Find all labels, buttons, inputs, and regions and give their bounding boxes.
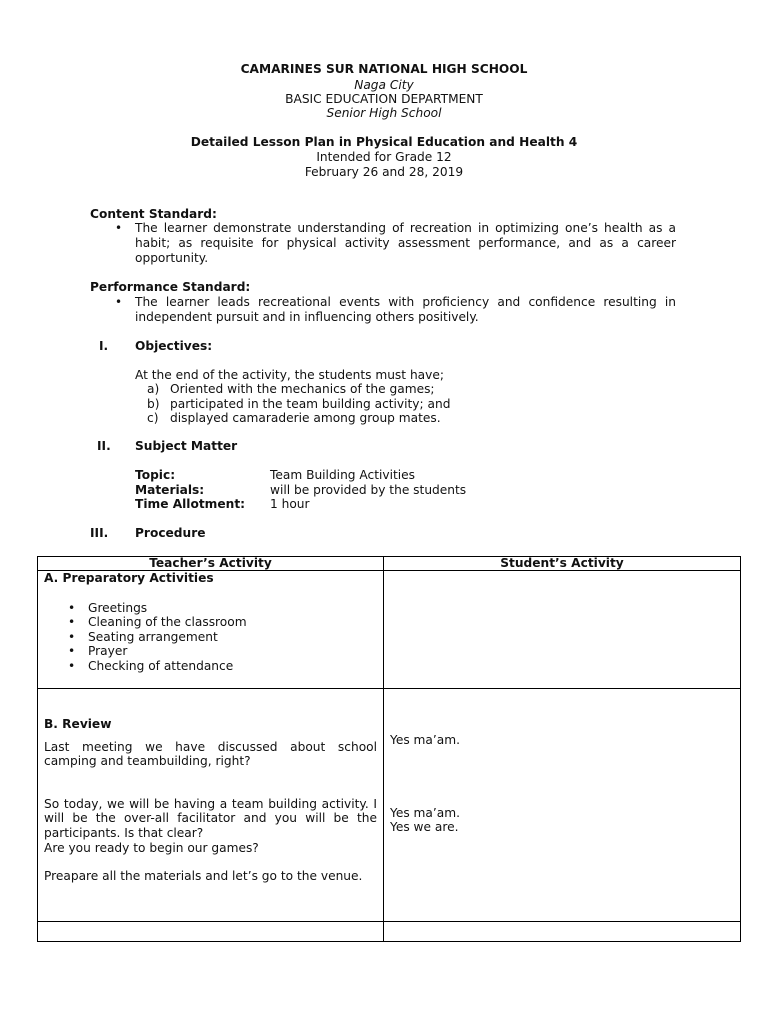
student-activity-header: Student’s Activity <box>384 557 741 571</box>
review-student-cell <box>384 689 741 922</box>
preparatory-item: • Seating arrangement <box>88 630 377 645</box>
school-name: CAMARINES SUR NATIONAL HIGH SCHOOL <box>240 62 528 76</box>
review-paragraph-3: Are you ready to begin our games? <box>44 840 259 855</box>
objective-item: b) participated in the team building activity; and <box>147 396 451 411</box>
topic-row: Topic: Team Building Activities <box>135 468 415 482</box>
performance-standard-list <box>135 295 676 325</box>
procedure-table <box>37 556 741 942</box>
preparatory-item: • Checking of attendance <box>88 659 377 674</box>
lesson-plan-title: Detailed Lesson Plan in Physical Education and Health 4 <box>190 135 578 149</box>
preparatory-item: • Prayer <box>88 644 377 659</box>
empty-row <box>38 922 741 942</box>
content-standard-heading: Content Standard: <box>90 207 217 221</box>
objectives-intro: At the end of the activity, the students must have; <box>135 368 444 382</box>
city-name: Naga City <box>354 78 414 92</box>
student-response-3: Yes we are. <box>390 820 459 835</box>
preparatory-item: • Cleaning of the classroom <box>88 615 377 630</box>
teacher-activity-header: Teacher’s Activity <box>38 557 384 571</box>
review-heading: B. Review <box>44 717 112 731</box>
performance-standard-heading: Performance Standard: <box>90 280 251 294</box>
materials-row: Materials: will be provided by the students <box>135 482 467 497</box>
review-teacher-cell <box>38 689 384 922</box>
preparatory-heading: A. Preparatory Activities <box>44 571 214 585</box>
objectives-numeral: I. <box>99 339 109 353</box>
department-name: BASIC EDUCATION DEPARTMENT <box>285 92 483 106</box>
subject-matter-details <box>135 468 466 512</box>
empty-student-cell <box>384 922 741 942</box>
lesson-date: February 26 and 28, 2019 <box>304 165 464 179</box>
review-row <box>38 689 741 922</box>
procedure-table-header <box>38 557 741 571</box>
objective-item: c) displayed camaraderie among group mates. <box>147 411 441 426</box>
review-paragraph-4: Preapare all the materials and let’s go to the venue. <box>44 869 363 884</box>
time-allotment-row: Time Allotment: 1 hour <box>135 497 310 512</box>
review-paragraph-2: So today, we will be having a team building activity. I will be the over-all facilitator and you will be the participants. Is that clear? <box>44 796 377 840</box>
preparatory-teacher-cell <box>38 571 384 689</box>
procedure-numeral: III. <box>90 526 109 540</box>
preparatory-item: • Greetings <box>88 601 377 616</box>
content-standard-text: • The learner demonstrate understanding of recreation in optimizing one’s health as a habit; as requisite for physical activity assessment performance, and as a career opportunity. <box>135 221 676 266</box>
student-response-1: Yes ma’am. <box>390 733 460 747</box>
school-level: Senior High School <box>326 106 442 120</box>
preparatory-student-cell <box>384 571 741 689</box>
review-paragraph-1: Last meeting we have discussed about school camping and teambuilding, right? <box>44 739 377 769</box>
preparatory-list <box>44 601 377 674</box>
intended-grade: Intended for Grade 12 <box>316 150 452 164</box>
subject-matter-heading: Subject Matter <box>135 439 238 453</box>
performance-standard-text: • The learner leads recreational events with proficiency and confidence resulting in independent pursuit and in influencing others positively. <box>135 295 676 325</box>
objectives-heading: Objectives: <box>135 339 213 353</box>
empty-teacher-cell <box>38 922 384 942</box>
objective-item: a) Oriented with the mechanics of the games; <box>147 382 435 396</box>
procedure-heading: Procedure <box>135 526 206 540</box>
student-response-2: Yes ma’am. <box>390 805 460 820</box>
subject-matter-numeral: II. <box>97 439 111 453</box>
objectives-list <box>147 382 450 426</box>
content-standard-list <box>135 221 676 266</box>
preparatory-row <box>38 571 741 689</box>
